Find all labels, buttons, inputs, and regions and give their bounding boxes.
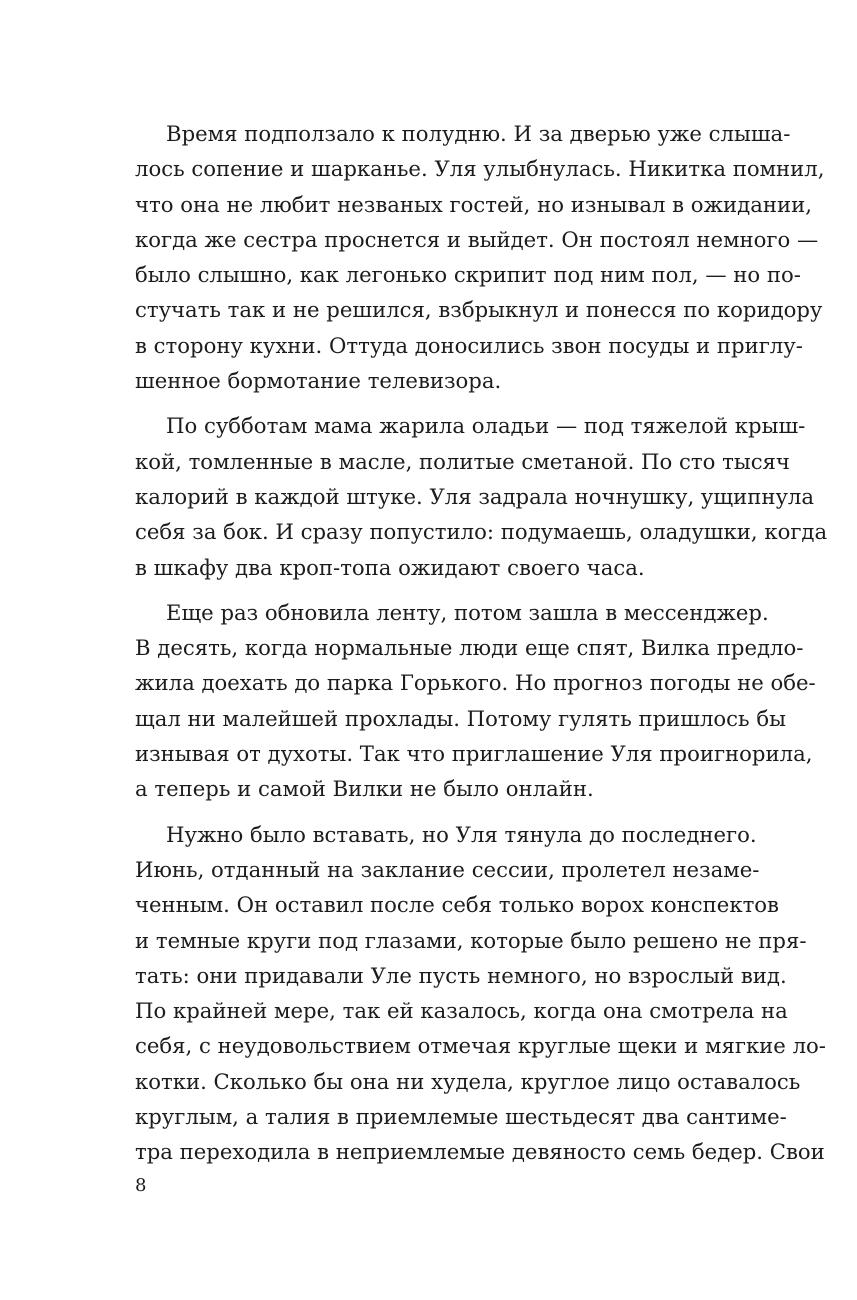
paragraph bbox=[135, 817, 826, 1170]
text-line: По крайней мере, так ей казалось, когда она смотрела на bbox=[135, 998, 788, 1024]
text-line: круглым, а талия в приемлемые шестьдесят два сантиме- bbox=[135, 1104, 787, 1130]
text-line: Еще раз обновила ленту, потом зашла в мессенджер. bbox=[166, 599, 769, 625]
body-text bbox=[135, 116, 828, 1180]
text-line: По субботам мама жарила оладьи — под тяжелой крыш- bbox=[166, 413, 806, 439]
text-line: тра переходила в неприемлемые девяносто семь бедер. Свои bbox=[135, 1139, 825, 1165]
text-line: в шкафу два кроп-топа ожидают своего часа. bbox=[135, 554, 645, 580]
text-line: шенное бормотание телевизора. bbox=[135, 368, 502, 394]
text-line: а теперь и самой Вилки не было онлайн. bbox=[135, 776, 594, 802]
page-number: 8 bbox=[135, 1175, 147, 1196]
text-line: Время подползало к полудню. И за дверью уже слыша- bbox=[166, 121, 791, 146]
text-line: в сторону кухни. Оттуда доносились звон посуды и приглу- bbox=[135, 332, 803, 358]
text-line: что она не любит незваных гостей, но изнывал в ожидании, bbox=[135, 191, 812, 217]
text-line: было слышно, как легонько скрипит под ним пол, — но по- bbox=[135, 262, 801, 288]
text-line: себя, с неудовольствием отмечая круглые щеки и мягкие ло- bbox=[135, 1033, 826, 1059]
text-line: ченным. Он оставил после себя только ворох конспектов bbox=[135, 892, 779, 918]
text-line: стучать так и не решился, взбрыкнул и понесся по коридору bbox=[135, 297, 823, 323]
text-line: изнывая от духоты. Так что приглашение Уля проигнорила, bbox=[135, 741, 813, 767]
text-line: Июнь, отданный на заклание сессии, пролетел незаме- bbox=[135, 856, 760, 882]
text-line: калорий в каждой штуке. Уля задрала ночнушку, ущипнула bbox=[135, 483, 815, 509]
text-line: тать: они придавали Уле пусть немного, но взрослый вид. bbox=[135, 962, 787, 988]
paragraph bbox=[135, 595, 816, 807]
text-line: щал ни малейшей прохлады. Потому гулять пришлось бы bbox=[135, 705, 786, 731]
paragraph bbox=[135, 408, 828, 584]
text-line: кой, томленные в масле, политые сметаной. По сто тысяч bbox=[135, 448, 790, 474]
text-line: котки. Сколько бы она ни худела, круглое лицо оставалось bbox=[135, 1068, 801, 1094]
text-line: себя за бок. И сразу попустило: подумаешь, оладушки, когда bbox=[135, 519, 828, 545]
text-line: жила доехать до парка Горького. Но прогноз погоды не обе- bbox=[135, 670, 816, 696]
text-line: В десять, когда нормальные люди еще спят, Вилка предло- bbox=[135, 635, 804, 661]
paragraph bbox=[135, 116, 825, 398]
text-line: Нужно было вставать, но Уля тянула до последнего. bbox=[166, 821, 757, 847]
text-line: и темные круги под глазами, которые было решено не пря- bbox=[135, 927, 807, 953]
text-line: когда же сестра проснется и выйдет. Он постоял немного — bbox=[135, 226, 819, 252]
text-line: лось сопение и шарканье. Уля улыбнулась. Никитка помнил, bbox=[135, 156, 825, 182]
